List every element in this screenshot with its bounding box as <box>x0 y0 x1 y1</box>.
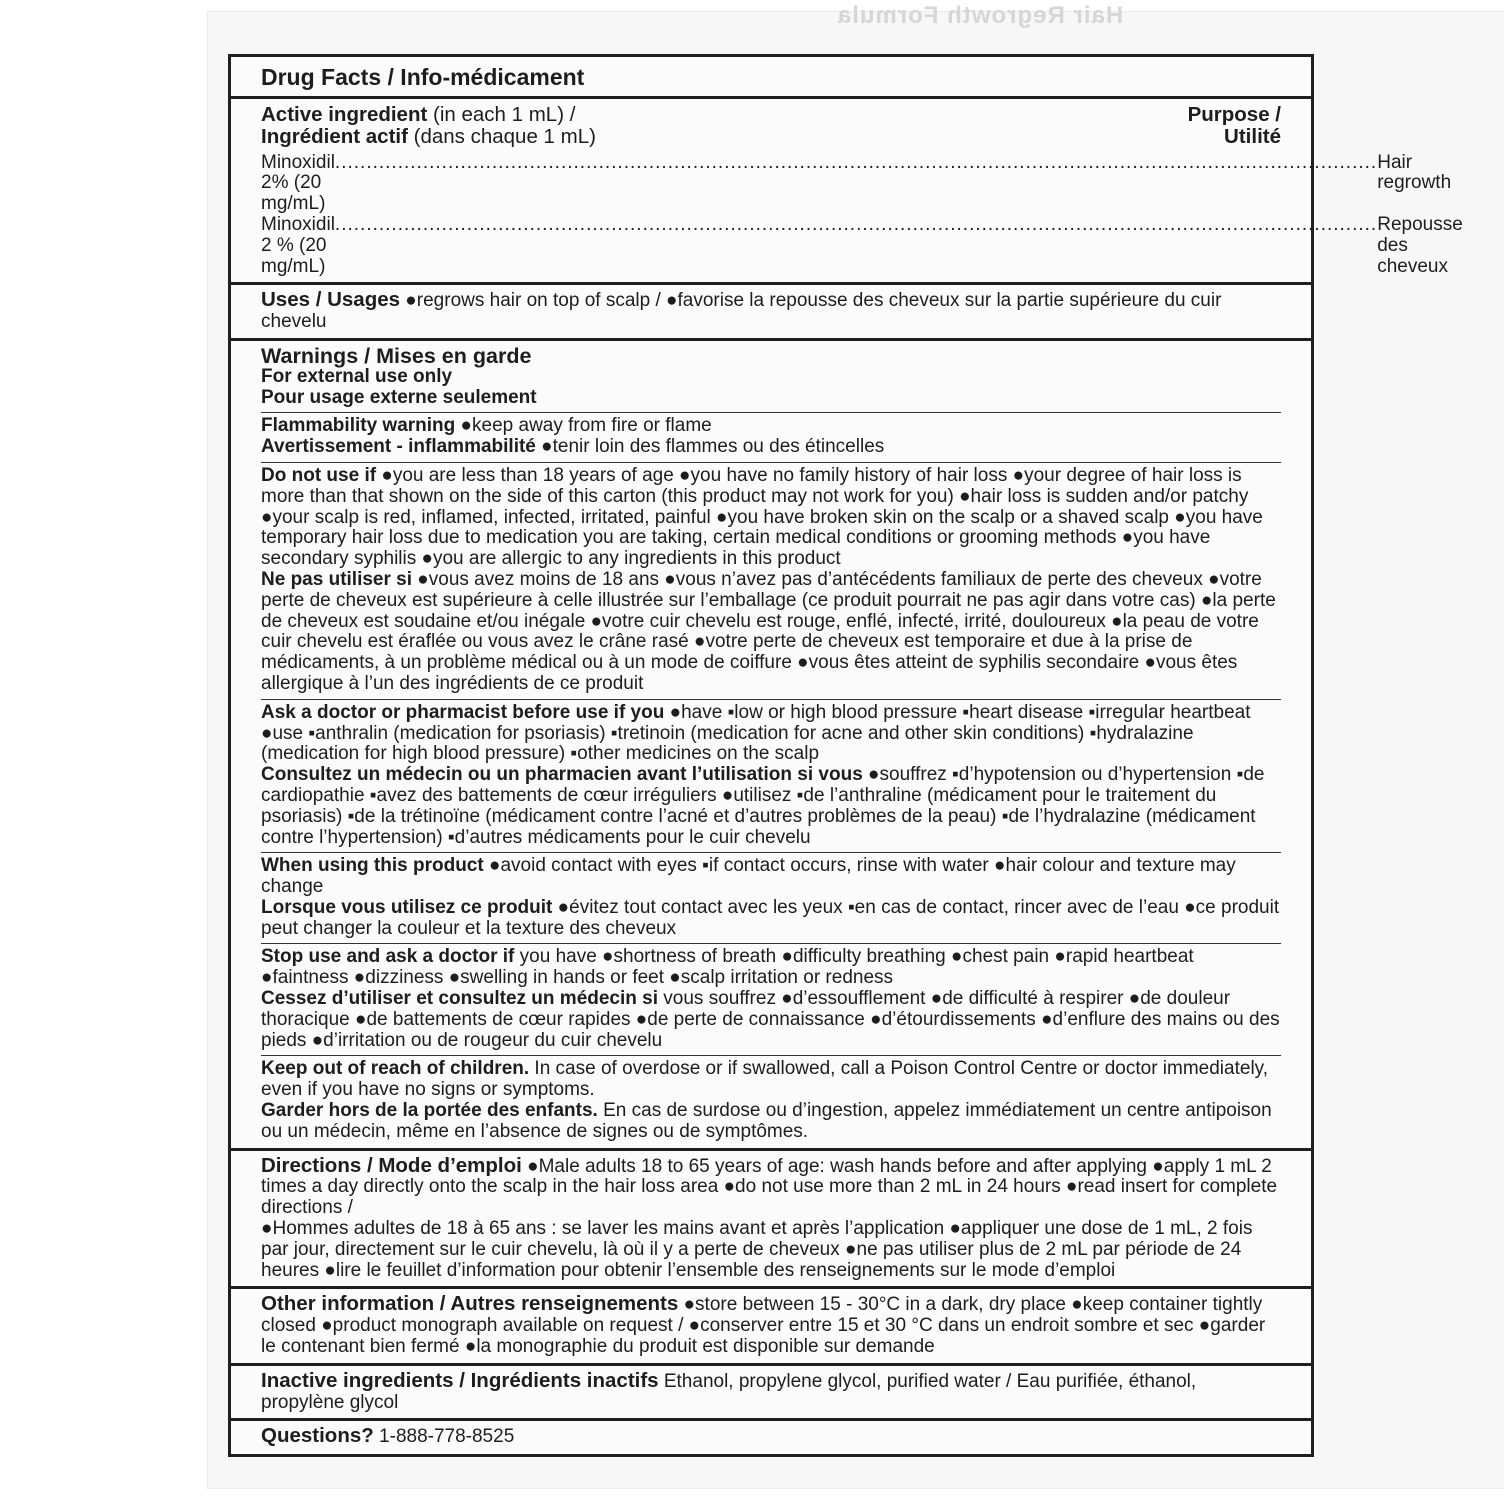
other-heading: Other information / Autres renseignements <box>261 1292 679 1316</box>
stop-use-warning: Stop use and ask a doctor if you have ●shortness of breath ●difficulty breathing ●chest pain ●rapid heartbeat ●faintness ●dizziness ●swelling in hands or feet ●scalp irritation or redness Cessez d’utiliser et consultez un médecin si vous souffrez ●d’essoufflement ●de difficulté à respirer ●de douleur thoracique ●de battements de cœur rapides ●de perte de connaissance ●d’étourdissements ●d’enflure des mains ou des pieds ●d’irritation ou de rougeur du cuir chevelu <box>261 943 1281 1051</box>
directions-text-en: ●Male adults 18 to 65 years of age: wash hands before and after applying ●apply 1 mL 2 times a day directly onto the scalp in the hair loss area ●do not use more than 2 mL in 24 hours ●read insert for complete directions / <box>261 1155 1278 1219</box>
active-heading-en: Active ingredient <box>261 103 428 126</box>
ingredient-line-fr: Minoxidil 2 % (20 mg/mL) ...................................................................................................................................................................... Repousse des cheveux <box>261 213 1463 277</box>
inactive-text: Ethanol, propylene glycol, purified water / Eau purifiée, éthanol, propylène glycol <box>261 1370 1197 1413</box>
active-heading-fr: Ingrédient actif <box>261 124 408 148</box>
questions-heading: Questions? <box>261 1424 374 1448</box>
purpose-heading-en: Purpose / <box>1187 103 1281 126</box>
external-use-fr: Pour usage externe seulement <box>261 386 537 408</box>
active-paren-fr: (dans chaque 1 mL) <box>407 124 596 148</box>
panel-title: Drug Facts / Info-médicament <box>261 64 585 90</box>
uses-heading: Uses / Usages <box>261 288 401 312</box>
directions-text-fr: ●Hommes adultes de 18 à 65 ans : se laver les mains avant et après l’application ●appliquer une dose de 1 mL, 2 fois par jour, directement sur le cuir chevelu, là où il y a perte de cheveux ●ne pas utiliser plus de 2 mL par période de 24 heures ●lire le feuillet d’information pour obtenir l’ensemble des renseignements sur le mode d’emploi <box>261 1218 1253 1281</box>
uses-section <box>231 282 1311 338</box>
other-information-section <box>231 1286 1311 1362</box>
when-using-warning: When using this product ●avoid contact with eyes ▪if contact occurs, rinse with water ●hair colour and texture may change Lorsque vous utilisez ce produit ●évitez tout contact avec les yeux ▪en cas de contact, rincer avec de l’eau ●ce produit peut changer la couleur et la texture des cheveux <box>261 852 1281 939</box>
flammability-warning: Flammability warning ●keep away from fire or flame Avertissement - inflammabilité ●tenir loin des flammes ou des étincelles <box>261 412 1281 458</box>
external-use-en: For external use only <box>261 365 453 387</box>
directions-section <box>231 1148 1311 1287</box>
questions-section <box>231 1418 1311 1454</box>
purpose-heading-fr: Utilité <box>1224 124 1281 148</box>
ingredient-line-en: Minoxidil 2% (20 mg/mL) ...................................................................................................................................................................... Hair regrowth <box>261 151 1452 215</box>
questions-phone: 1-888-778-8525 <box>373 1426 515 1448</box>
inactive-ingredients-section <box>231 1363 1311 1419</box>
ask-doctor-warning: Ask a doctor or pharmacist before use if you ●have ▪low or high blood pressure ▪heart disease ▪irregular heartbeat ●use ▪anthralin (medication for psoriasis) ▪tretinoin (medication for acne and other skin conditions) ▪hydralazine (medication for high blood pressure) ▪other medicines on the scalp Consultez un médecin ou un pharmacien avant l’utilisation si vous ●souffrez ▪d’hypotension ou d’hypertension ▪de cardiopathie ▪avez des battements de cœur irréguliers ●utilisez ▪de l’anthraline (médicament pour le traitement du psoriasis) ▪de la trétinoïne (médicament contre l’acné et d’autres problèmes de la peau) ▪de l’hydralazine (médicament contre l’hypertension) ▪d’autres médicaments pour le cuir chevelu <box>261 699 1281 849</box>
active-paren-en: (in each 1 mL) / <box>427 103 576 126</box>
drug-facts-panel <box>228 54 1463 1457</box>
uses-text: ●regrows hair on top of scalp / ●favorise la repousse des cheveux sur la partie supérieure du cuir chevelu <box>261 290 1222 333</box>
directions-heading: Directions / Mode d’emploi <box>261 1153 522 1177</box>
other-text: ●store between 15 - 30°C in a dark, dry place ●keep container tightly closed ●product monograph available on request / ●conserver entre 15 et 30 °C dans un endroit sombre et sec ●garder le contenant bien fermé ●la monographie du produit est disponible sur demande <box>261 1294 1266 1358</box>
warnings-section <box>231 338 1311 1148</box>
mirrored-back-print: Hair Regrowth Formula <box>836 2 1124 29</box>
warnings-heading: Warnings / Mises en garde <box>261 343 532 368</box>
active-ingredient-section <box>231 96 1463 282</box>
inactive-heading: Inactive ingredients / Ingrédients inactifs <box>261 1368 659 1392</box>
keep-out-of-reach-warning: Keep out of reach of children. In case of overdose or if swallowed, call a Poison Control Centre or doctor immediately, even if you have no signs or symptoms. Garder hors de la portée des enfants. En cas de surdose ou d’ingestion, appelez immédiatement un centre antipoison ou un médecin, même en l’absence de signes ou de symptômes. <box>261 1055 1281 1142</box>
do-not-use-warning: Do not use if ●you are less than 18 years of age ●you have no family history of hair loss ●your degree of hair loss is more than that shown on the side of this carton (this product may not work for you) ●hair loss is sudden and/or patchy ●your scalp is red, inflamed, infected, irritated, painful ●you have broken skin on the scalp or a shaved scalp ●you have temporary hair loss due to medication you are taking, certain medical conditions or grooming methods ●you have secondary syphilis ●you are allergic to any ingredients in this product Ne pas utiliser si ●vous avez moins de 18 ans ●vous n’avez pas d’antécédents familiaux de perte des cheveux ●votre perte de cheveux est supérieure à celle illustrée sur l’emballage (ce produit pourrait ne pas agir dans votre cas) ●la perte de cheveux est soudaine et/ou inégale ●votre cuir chevelu est rouge, enflé, infecté, irrité, douloureux ●la peau de votre cuir chevelu est éraflée ou vous avez le crâne rasé ●votre perte de cheveux est temporaire et due à la prise de médicaments, à un problème médical ou à un mode de coiffure ●vous êtes atteint de syphilis secondaire ●vous êtes allergique à l’un des ingrédients de ce produit <box>261 462 1281 695</box>
